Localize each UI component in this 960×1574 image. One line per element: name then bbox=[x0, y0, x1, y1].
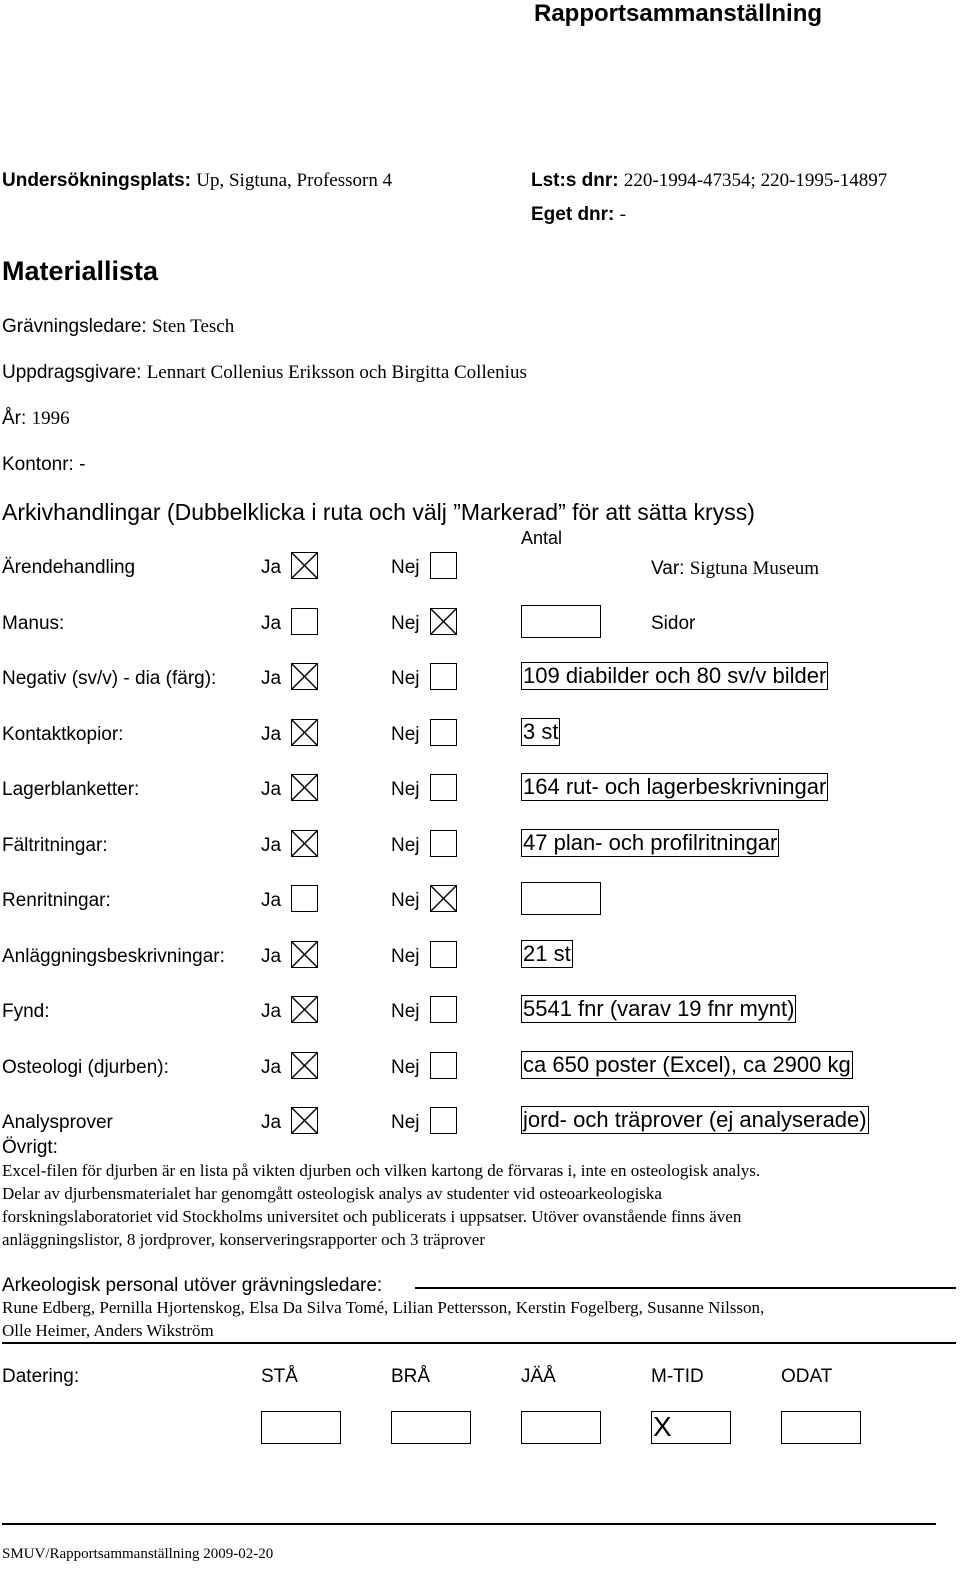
lst-label: Lst:s dnr: bbox=[531, 170, 619, 191]
client-label: Uppdragsgivare: bbox=[2, 362, 142, 383]
no-label: Nej bbox=[391, 724, 420, 745]
client-value: Lennart Collenius Eriksson och Birgitta Collenius bbox=[146, 362, 527, 383]
row-label: Anläggningsbeskrivningar: bbox=[2, 946, 225, 967]
count-field[interactable]: 47 plan- och profilritningar bbox=[523, 830, 778, 855]
other-line: Delar av djurbensmaterialet har genomgått osteologisk analys av studenter vid osteoarkeologiska bbox=[2, 1184, 662, 1203]
staff-line: Rune Edberg, Pernilla Hjortenskog, Elsa Da Silva Tomé, Lilian Pettersson, Kerstin Fogelberg, Susanne Nilsson, bbox=[2, 1298, 765, 1317]
no-label: Nej bbox=[391, 779, 420, 800]
staff-label: Arkeologisk personal utöver grävningsledare: bbox=[2, 1275, 383, 1296]
no-checkbox[interactable] bbox=[430, 830, 457, 857]
yes-checkbox[interactable] bbox=[291, 941, 318, 968]
footer-text: SMUV/Rapportsammanställning 2009-02-20 bbox=[2, 1546, 274, 1562]
dating-label: Datering: bbox=[2, 1366, 80, 1387]
dating-period-label: JÄÅ bbox=[521, 1366, 556, 1387]
year-label: År: bbox=[2, 408, 27, 429]
client-line bbox=[2, 362, 527, 384]
no-checkbox[interactable] bbox=[430, 1107, 457, 1134]
no-label: Nej bbox=[391, 1001, 420, 1022]
row-label: Lagerblanketter: bbox=[2, 779, 140, 800]
row-label: Manus: bbox=[2, 613, 65, 634]
other-line: forskningslaboratoriet vid Stockholms universitet och publicerats i uppsatser. Utöver ovanstående finns även bbox=[2, 1207, 742, 1226]
no-checkbox[interactable] bbox=[430, 885, 457, 912]
leader-value: Sten Tesch bbox=[151, 316, 235, 337]
row-label: Analysprover bbox=[2, 1112, 113, 1133]
count-field[interactable]: 5541 fnr (varav 19 fnr mynt) bbox=[523, 996, 795, 1021]
location-value: Sigtuna Museum bbox=[689, 558, 820, 579]
location-line bbox=[651, 558, 819, 580]
lst-value: 220-1994-47354; 220-1995-14897 bbox=[623, 170, 888, 191]
staff-bottom-rule bbox=[2, 1342, 956, 1344]
yes-checkbox[interactable] bbox=[291, 830, 318, 857]
yes-checkbox[interactable] bbox=[291, 885, 318, 912]
lst-line bbox=[531, 170, 887, 192]
no-label: Nej bbox=[391, 668, 420, 689]
pages-label: Sidor bbox=[651, 613, 696, 634]
other-line: anläggningslistor, 8 jordprover, konserveringsrapporter och 3 träprover bbox=[2, 1230, 485, 1249]
yes-checkbox[interactable] bbox=[291, 608, 318, 635]
dating-period-field[interactable] bbox=[781, 1411, 861, 1444]
site-value: Up, Sigtuna, Professorn 4 bbox=[196, 170, 393, 191]
yes-label: Ja bbox=[261, 557, 282, 578]
site-line bbox=[2, 170, 392, 192]
staff-underline bbox=[415, 1287, 956, 1289]
footer-rule bbox=[2, 1523, 936, 1525]
no-label: Nej bbox=[391, 557, 420, 578]
other-label: Övrigt: bbox=[2, 1137, 58, 1158]
yes-label: Ja bbox=[261, 835, 282, 856]
other-line: Excel-filen för djurben är en lista på vikten djurben och vilken kartong de förvaras i, inte en osteologisk analys. bbox=[2, 1161, 761, 1180]
count-field[interactable]: ca 650 poster (Excel), ca 2900 kg bbox=[523, 1052, 851, 1077]
yes-label: Ja bbox=[261, 779, 282, 800]
year-value: 1996 bbox=[31, 408, 70, 429]
location-label: Var: bbox=[651, 558, 685, 579]
site-label: Undersökningsplats: bbox=[2, 170, 191, 191]
yes-label: Ja bbox=[261, 724, 282, 745]
yes-checkbox[interactable] bbox=[291, 1052, 318, 1079]
row-label: Negativ (sv/v) - dia (färg): bbox=[2, 668, 217, 689]
yes-checkbox[interactable] bbox=[291, 663, 318, 690]
no-label: Nej bbox=[391, 835, 420, 856]
dating-period-field[interactable] bbox=[391, 1411, 471, 1444]
count-field[interactable] bbox=[521, 605, 601, 638]
archive-heading: Arkivhandlingar (Dubbelklicka i ruta och välj ”Markerad” för att sätta kryss) bbox=[2, 499, 755, 525]
dating-period-label: STÅ bbox=[261, 1366, 298, 1387]
count-header: Antal bbox=[521, 528, 563, 548]
no-label: Nej bbox=[391, 946, 420, 967]
dating-period-field[interactable]: X bbox=[651, 1411, 731, 1444]
row-label: Ärendehandling bbox=[2, 557, 136, 578]
count-field[interactable] bbox=[521, 882, 601, 915]
row-label: Renritningar: bbox=[2, 890, 111, 911]
yes-checkbox[interactable] bbox=[291, 552, 318, 579]
yes-checkbox[interactable] bbox=[291, 719, 318, 746]
leader-line bbox=[2, 316, 234, 338]
no-checkbox[interactable] bbox=[430, 663, 457, 690]
no-checkbox[interactable] bbox=[430, 608, 457, 635]
no-checkbox[interactable] bbox=[430, 552, 457, 579]
yes-checkbox[interactable] bbox=[291, 1107, 318, 1134]
account-label: Kontonr: bbox=[2, 454, 74, 475]
account-value: - bbox=[79, 454, 86, 475]
account-line bbox=[2, 454, 85, 476]
row-label: Fynd: bbox=[2, 1001, 50, 1022]
no-checkbox[interactable] bbox=[430, 719, 457, 746]
yes-label: Ja bbox=[261, 946, 282, 967]
year-line bbox=[2, 408, 70, 430]
row-label: Fältritningar: bbox=[2, 835, 108, 856]
no-label: Nej bbox=[391, 890, 420, 911]
no-checkbox[interactable] bbox=[430, 941, 457, 968]
yes-label: Ja bbox=[261, 1057, 282, 1078]
count-field[interactable]: 109 diabilder och 80 sv/v bilder bbox=[523, 663, 827, 688]
no-checkbox[interactable] bbox=[430, 774, 457, 801]
yes-label: Ja bbox=[261, 668, 282, 689]
row-label: Osteologi (djurben): bbox=[2, 1057, 169, 1078]
dating-period-field[interactable] bbox=[521, 1411, 601, 1444]
yes-checkbox[interactable] bbox=[291, 996, 318, 1023]
own-dnr-label: Eget dnr: bbox=[531, 204, 615, 225]
dating-period-field[interactable] bbox=[261, 1411, 341, 1444]
count-field[interactable]: 164 rut- och lagerbeskrivningar bbox=[523, 774, 827, 799]
yes-label: Ja bbox=[261, 1001, 282, 1022]
count-field[interactable]: 21 st bbox=[523, 941, 571, 966]
yes-checkbox[interactable] bbox=[291, 774, 318, 801]
row-label: Kontaktkopior: bbox=[2, 724, 124, 745]
no-label: Nej bbox=[391, 1057, 420, 1078]
dating-period-label: ODAT bbox=[781, 1366, 833, 1387]
dating-period-label: BRÅ bbox=[391, 1366, 431, 1387]
section-title: Materiallista bbox=[2, 256, 159, 286]
own-dnr-value: - bbox=[619, 204, 626, 225]
document-title: Rapportsammanställning bbox=[534, 0, 823, 27]
no-label: Nej bbox=[391, 613, 420, 634]
no-checkbox[interactable] bbox=[430, 1052, 457, 1079]
no-label: Nej bbox=[391, 1112, 420, 1133]
no-checkbox[interactable] bbox=[430, 996, 457, 1023]
staff-line: Olle Heimer, Anders Wikström bbox=[2, 1321, 214, 1340]
count-field[interactable]: 3 st bbox=[523, 719, 559, 744]
yes-label: Ja bbox=[261, 1112, 282, 1133]
dating-period-label: M-TID bbox=[651, 1366, 704, 1387]
yes-label: Ja bbox=[261, 890, 282, 911]
count-field[interactable]: jord- och träprover (ej analyserade) bbox=[523, 1107, 867, 1132]
leader-label: Grävningsledare: bbox=[2, 316, 147, 337]
yes-label: Ja bbox=[261, 613, 282, 634]
own-dnr-line bbox=[531, 204, 626, 226]
